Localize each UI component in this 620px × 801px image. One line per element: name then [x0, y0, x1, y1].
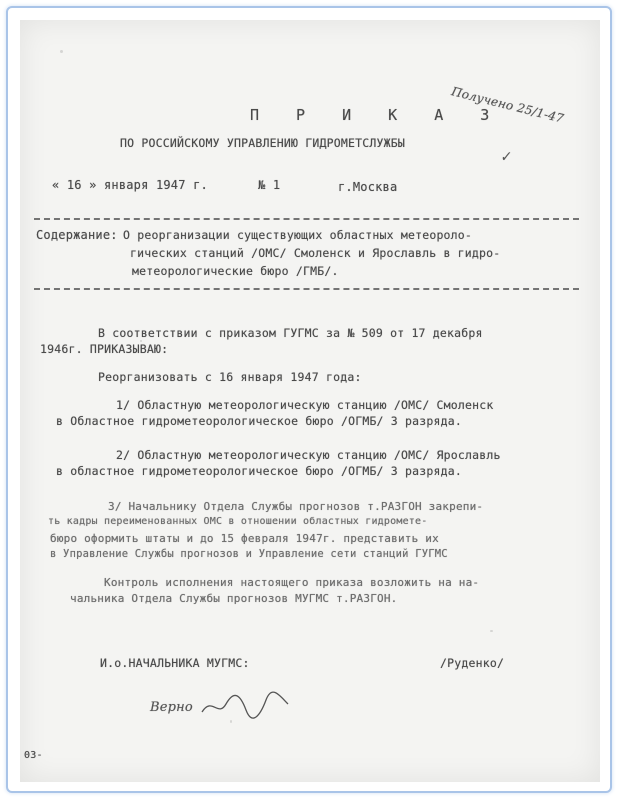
body-line: 2/ Областную метеорологическую станцию /ОМС/ Ярославль: [116, 448, 501, 462]
scan-speck: [230, 720, 232, 723]
body-line: чальника Отдела Службы прогнозов МУГМС т.РАЗГОН.: [70, 592, 398, 605]
content-label: Содержание:: [36, 228, 118, 242]
scan-speck: [490, 630, 493, 632]
document-title: П Р И К А З: [250, 106, 504, 124]
order-city: г.Москва: [338, 180, 398, 194]
body-line: в Областное гидрометеорологическое бюро /ОГМБ/ 3 разряда.: [56, 414, 463, 428]
body-line: ть кадры переименованных ОМС в отношении областных гидромете-: [48, 516, 428, 527]
handwritten-signature: [200, 690, 290, 720]
scan-speck: [60, 50, 63, 53]
order-date: « 16 » января 1947 г.: [52, 178, 208, 192]
body-line: в Управление Службы прогнозов и Управление сети станций ГУГМС: [50, 548, 448, 560]
body-line: Реорганизовать с 16 января 1947 года:: [98, 370, 362, 384]
body-line: в областное гидрометеорологическое бюро /ОГМБ/ 3 разряда.: [56, 464, 463, 478]
footer-code: 03-: [24, 750, 43, 761]
copy-verified-note: Верно: [150, 700, 193, 715]
content-line: гических станций /ОМС/ Смоленск и Ярославль в гидро-: [130, 246, 501, 260]
body-line: 1/ Областную метеорологическую станцию /ОМС/ Смоленск: [116, 398, 494, 412]
content-line: метеорологические бюро /ГМБ/.: [132, 264, 339, 278]
signatory-title: И.о.НАЧАЛЬНИКА МУГМС:: [100, 656, 250, 670]
document-subtitle: ПО РОССИЙСКОМУ УПРАВЛЕНИЮ ГИДРОМЕТСЛУЖБЫ: [120, 136, 405, 150]
body-line: В соответствии с приказом ГУГМС за № 509 от 17 декабря: [98, 326, 483, 340]
handwritten-receipt-note: Получено 25/1-47: [450, 84, 566, 126]
image-frame: [6, 6, 612, 793]
signatory-name: /Руденко/: [440, 656, 505, 670]
order-number: № 1: [258, 178, 281, 192]
body-line: 1946г. ПРИКАЗЫВАЮ:: [40, 342, 169, 356]
body-line: Контроль исполнения настоящего приказа возложить на на-: [104, 576, 480, 589]
content-line: О реорганизации существующих областных метеороло-: [123, 228, 473, 242]
divider-top: [34, 218, 579, 220]
body-line: 3/ Начальнику Отдела Службы прогнозов т.РАЗГОН закрепи-: [108, 500, 484, 513]
handwritten-mark: ✓: [499, 149, 512, 166]
body-line: бюро оформить штаты и до 15 февраля 1947г. представить их: [50, 532, 439, 545]
document-page: [20, 20, 600, 782]
divider-bottom: [34, 288, 579, 290]
